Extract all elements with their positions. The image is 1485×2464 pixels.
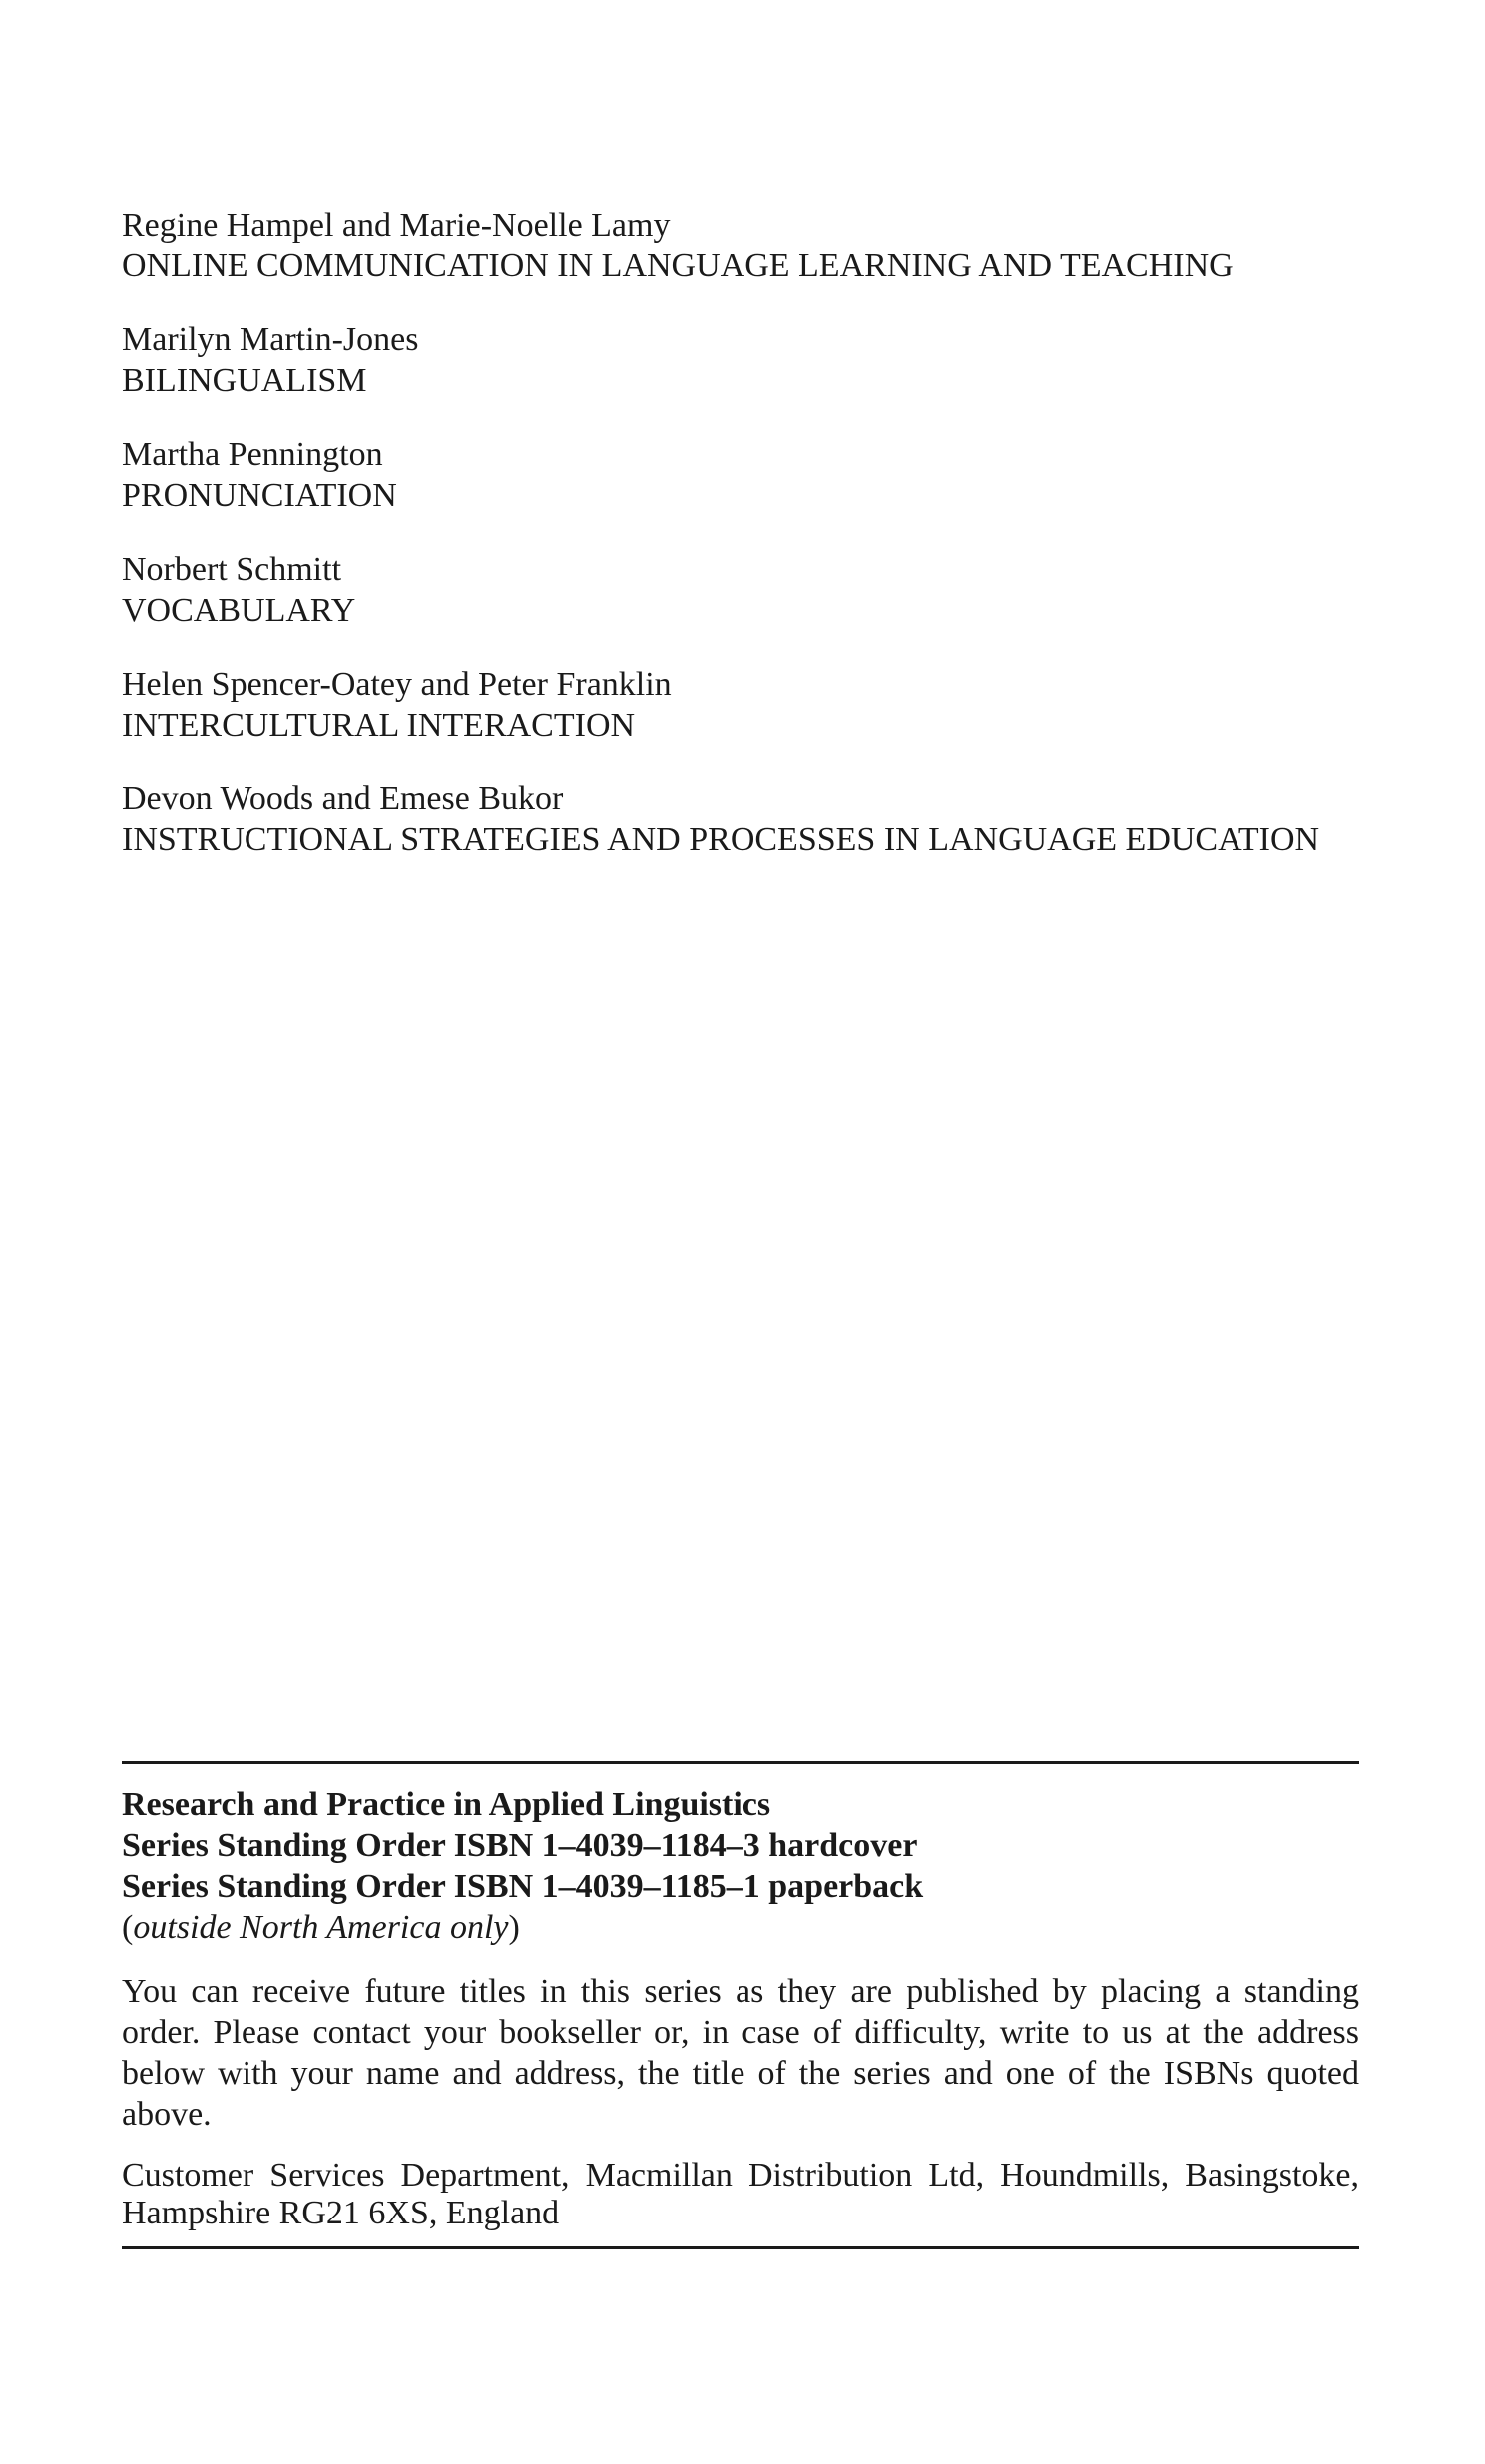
top-rule [122,1761,1359,1764]
standing-order-paragraph: You can receive future titles in this series as they are published by placing a standing order. Please contact your bookseller or, in case of difficulty, write to us at the address below with your name and address, the title of the series and one of the ISBNs quoted above. [122,1973,1359,2133]
book-entry [122,778,1359,860]
isbn-hardcover: Series Standing Order ISBN 1–4039–1184–3 hardcover [122,1827,918,1864]
bottom-rule [122,2246,1359,2249]
book-title: ONLINE COMMUNICATION IN LANGUAGE LEARNING AND TEACHING [122,247,1234,284]
book-title: BILINGUALISM [122,362,367,399]
book-author: Regine Hampel and Marie-Noelle Lamy [122,207,671,244]
book-author: Martha Pennington [122,436,383,473]
customer-services-address: Customer Services Department, Macmillan Distribution Ltd, Houndmills, Basingstoke, Hampshire RG21 6XS, England [122,2157,1359,2231]
region-note-close: ) [508,1909,520,1946]
book-author: Devon Woods and Emese Bukor [122,780,564,817]
book-entry [122,205,1359,286]
series-name: Research and Practice in Applied Linguistics [122,1786,771,1823]
book-entry [122,549,1359,631]
series-standing-order-box [122,1761,1359,2249]
book-title: INTERCULTURAL INTERACTION [122,707,636,743]
book-author: Norbert Schmitt [122,551,342,588]
book-list [122,205,1359,893]
book-title: INSTRUCTIONAL STRATEGIES AND PROCESSES IN LANGUAGE EDUCATION [122,821,1320,858]
region-note [122,1907,1359,1948]
book-entry [122,664,1359,745]
book-author: Helen Spencer-Oatey and Peter Franklin [122,666,672,703]
book-entry [122,319,1359,401]
book-title: PRONUNCIATION [122,477,397,514]
region-note-text: outside North America only [133,1909,509,1946]
isbn-paperback: Series Standing Order ISBN 1–4039–1185–1 paperback [122,1868,924,1905]
region-note-open: ( [122,1909,134,1946]
series-heading [122,1784,1359,1948]
book-author: Marilyn Martin-Jones [122,321,419,358]
book-title: VOCABULARY [122,592,356,629]
book-entry [122,434,1359,516]
